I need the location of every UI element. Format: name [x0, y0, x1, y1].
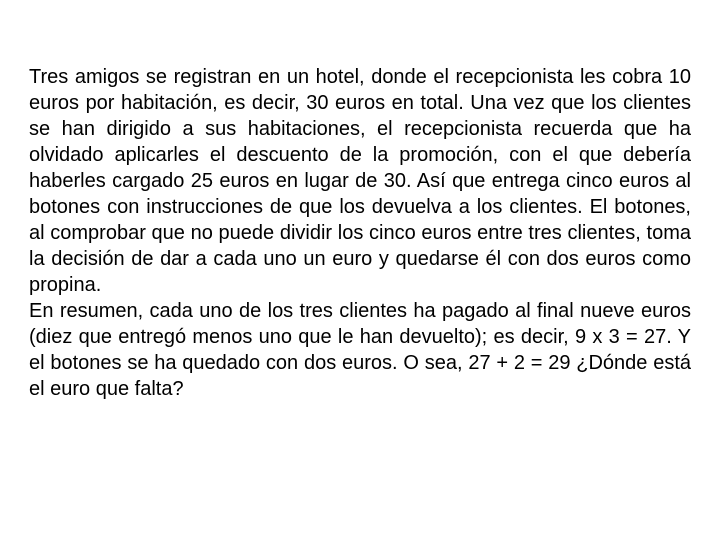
riddle-text [29, 64, 691, 402]
paragraph-story: Tres amigos se registran en un hotel, donde el recepcionista les cobra 10 euros por habitación, es decir, 30 euros en total. Una vez que los clientes se han dirigido a sus habitaciones, el recepcionista recuerda que ha olvidado aplicarles el descuento de la promoción, con el que debería haberles cargado 25 euros en lugar de 30. Así que entrega cinco euros al botones con instrucciones de que los devuelva a los clientes. El botones, al comprobar que no puede dividir los cinco euros entre tres clientes, toma la decisión de dar a cada uno un euro y quedarse él con dos euros como propina. [29, 66, 691, 296]
paragraph-question: En resumen, cada uno de los tres clientes ha pagado al final nueve euros (diez que entregó menos uno que le han devuelto); es decir, 9 x 3 = 27. Y el botones se ha quedado con dos euros. O sea, 27 + 2 = 29 ¿Dónde está el euro que falta? [29, 300, 691, 400]
